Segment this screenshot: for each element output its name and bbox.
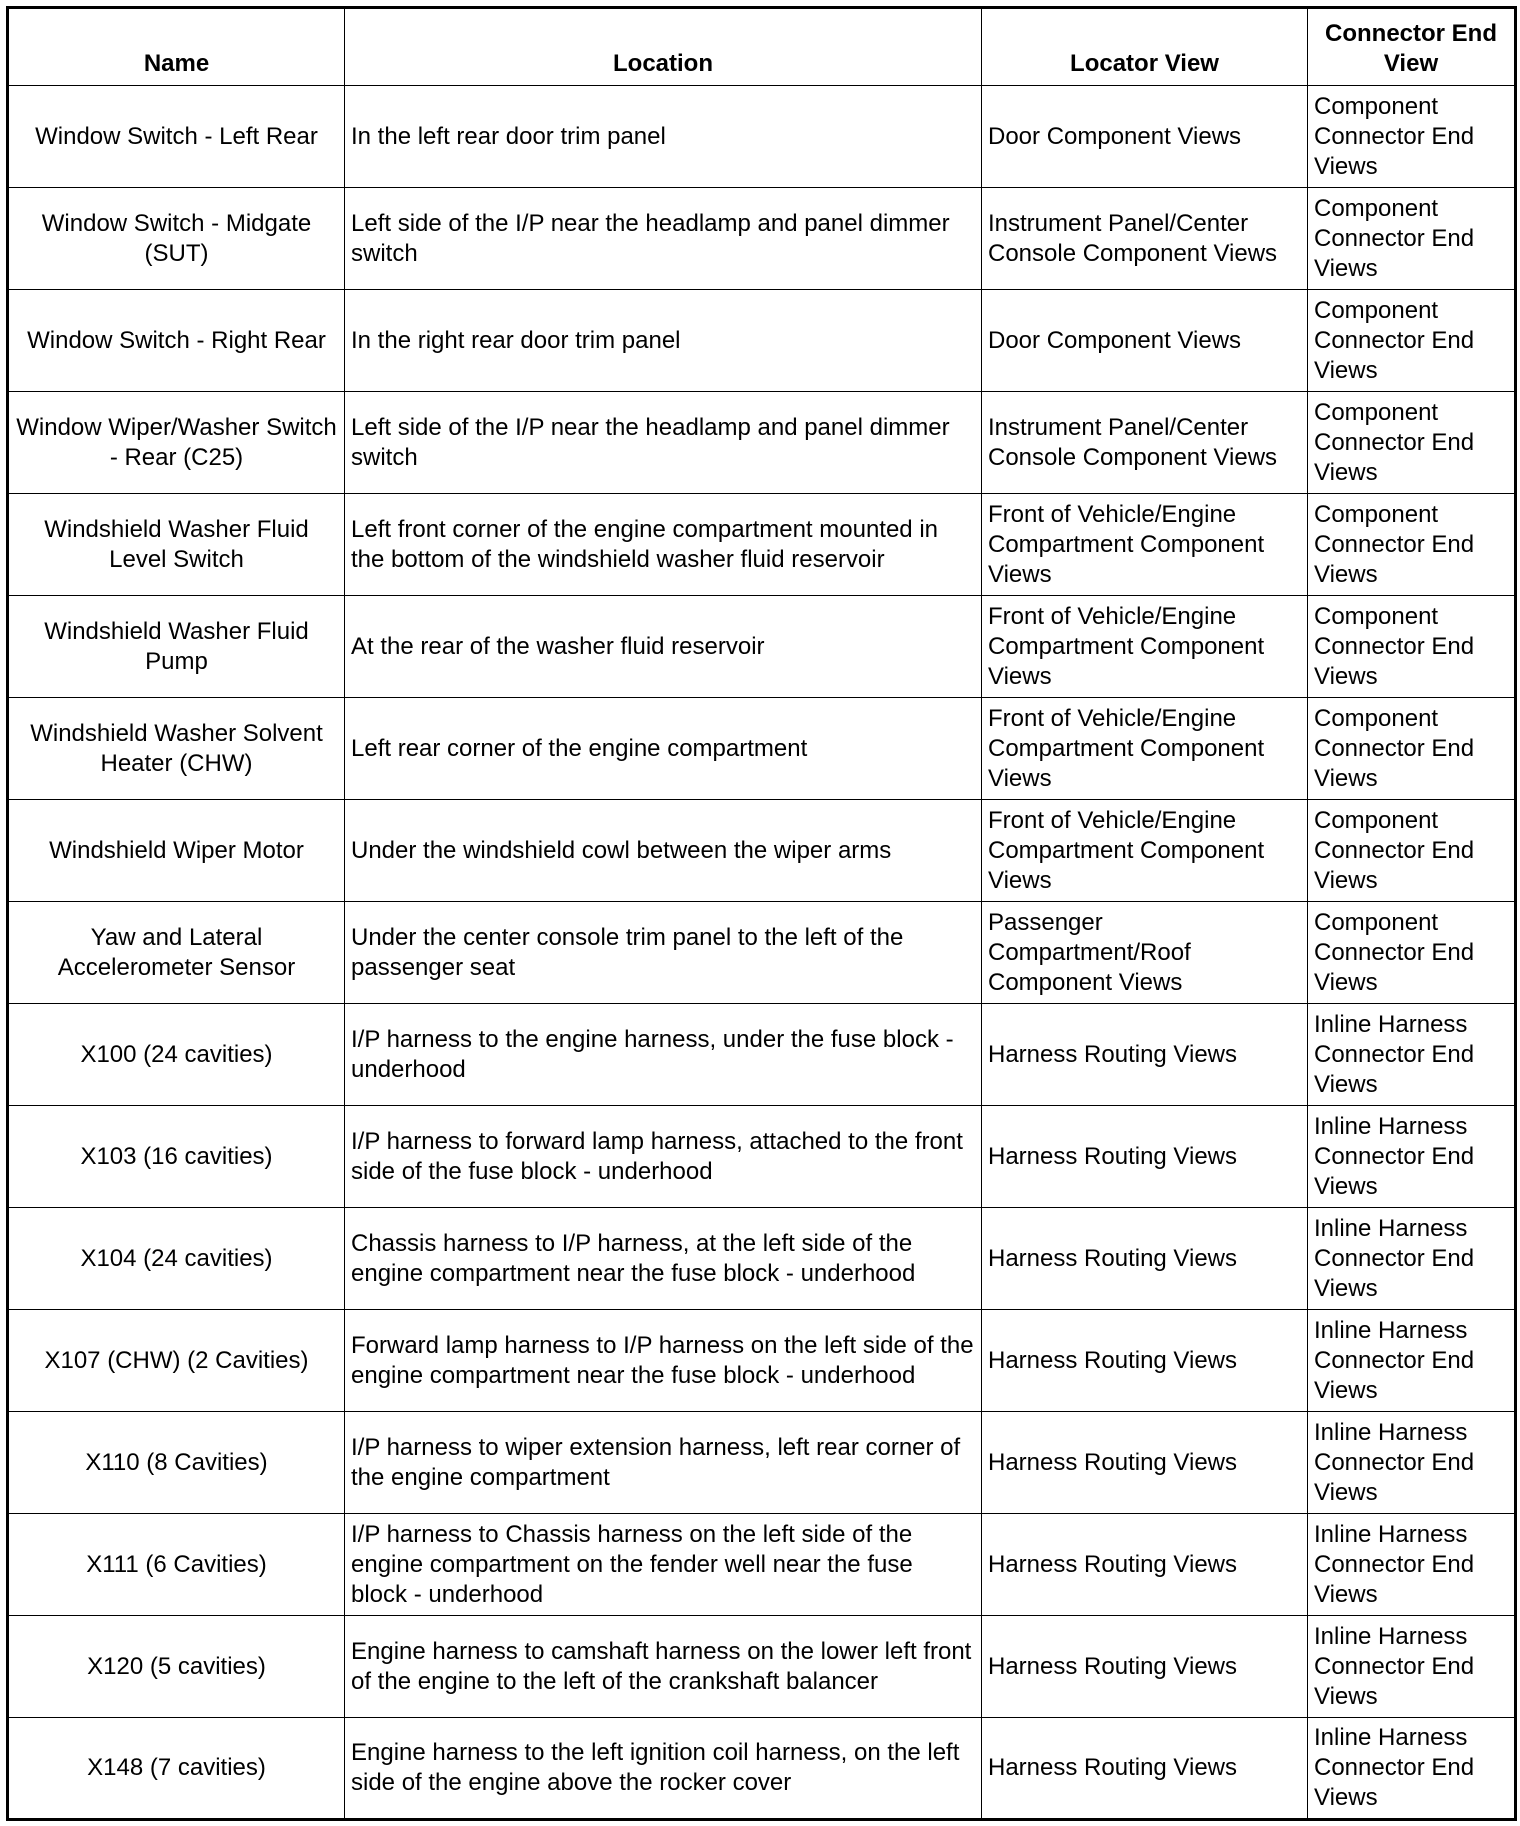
cell-location: Left side of the I/P near the headlamp and panel dimmer switch: [345, 392, 982, 494]
cell-location: Left side of the I/P near the headlamp and panel dimmer switch: [345, 188, 982, 290]
cell-connector-end-view: Inline Harness Connector End Views: [1308, 1514, 1516, 1616]
cell-location: I/P harness to forward lamp harness, attached to the front side of the fuse block - underhood: [345, 1106, 982, 1208]
table-row: [8, 1514, 1516, 1616]
table-row: [8, 494, 1516, 596]
table-row: [8, 1208, 1516, 1310]
cell-locator-view: Harness Routing Views: [982, 1412, 1308, 1514]
cell-location: At the rear of the washer fluid reservoir: [345, 596, 982, 698]
cell-connector-end-view: Inline Harness Connector End Views: [1308, 1106, 1516, 1208]
cell-location: Left front corner of the engine compartment mounted in the bottom of the windshield washer fluid reservoir: [345, 494, 982, 596]
cell-locator-view: Harness Routing Views: [982, 1208, 1308, 1310]
cell-locator-view: Instrument Panel/Center Console Component Views: [982, 188, 1308, 290]
cell-connector-end-view: Inline Harness Connector End Views: [1308, 1208, 1516, 1310]
cell-locator-view: Harness Routing Views: [982, 1718, 1308, 1820]
cell-location: I/P harness to Chassis harness on the left side of the engine compartment on the fender well near the fuse block - underhood: [345, 1514, 982, 1616]
cell-locator-view: Harness Routing Views: [982, 1514, 1308, 1616]
cell-connector-end-view: Inline Harness Connector End Views: [1308, 1310, 1516, 1412]
cell-name: X103 (16 cavities): [8, 1106, 345, 1208]
table-header: [8, 8, 1516, 86]
table-row: [8, 1412, 1516, 1514]
cell-connector-end-view: Component Connector End Views: [1308, 392, 1516, 494]
cell-location: In the right rear door trim panel: [345, 290, 982, 392]
cell-name: Windshield Washer Fluid Pump: [8, 596, 345, 698]
table-row: [8, 1106, 1516, 1208]
table-row: [8, 188, 1516, 290]
cell-name: X107 (CHW) (2 Cavities): [8, 1310, 345, 1412]
table-body: [8, 86, 1516, 1820]
cell-name: X120 (5 cavities): [8, 1616, 345, 1718]
cell-location: Engine harness to the left ignition coil harness, on the left side of the engine above the rocker cover: [345, 1718, 982, 1820]
table-row: [8, 1310, 1516, 1412]
cell-connector-end-view: Component Connector End Views: [1308, 800, 1516, 902]
cell-location: Forward lamp harness to I/P harness on the left side of the engine compartment near the fuse block - underhood: [345, 1310, 982, 1412]
cell-name: Window Wiper/Washer Switch - Rear (C25): [8, 392, 345, 494]
cell-connector-end-view: Component Connector End Views: [1308, 902, 1516, 1004]
table-row: [8, 596, 1516, 698]
component-locator-table: [6, 6, 1517, 1821]
column-header-connector-end-view: Connector End View: [1308, 8, 1516, 86]
cell-connector-end-view: Component Connector End Views: [1308, 596, 1516, 698]
cell-locator-view: Passenger Compartment/Roof Component Views: [982, 902, 1308, 1004]
cell-locator-view: Door Component Views: [982, 86, 1308, 188]
cell-name: X148 (7 cavities): [8, 1718, 345, 1820]
cell-connector-end-view: Component Connector End Views: [1308, 188, 1516, 290]
header-row: [8, 8, 1516, 86]
cell-location: Left rear corner of the engine compartment: [345, 698, 982, 800]
cell-location: Under the center console trim panel to the left of the passenger seat: [345, 902, 982, 1004]
cell-location: I/P harness to the engine harness, under the fuse block - underhood: [345, 1004, 982, 1106]
cell-connector-end-view: Inline Harness Connector End Views: [1308, 1412, 1516, 1514]
table-row: [8, 392, 1516, 494]
cell-location: Chassis harness to I/P harness, at the left side of the engine compartment near the fuse block - underhood: [345, 1208, 982, 1310]
cell-location: Under the windshield cowl between the wiper arms: [345, 800, 982, 902]
cell-connector-end-view: Component Connector End Views: [1308, 290, 1516, 392]
component-locator-table-wrapper: [6, 6, 1514, 1818]
cell-location: In the left rear door trim panel: [345, 86, 982, 188]
column-header-locator-view: Locator View: [982, 8, 1308, 86]
cell-locator-view: Harness Routing Views: [982, 1106, 1308, 1208]
table-row: [8, 86, 1516, 188]
cell-locator-view: Instrument Panel/Center Console Component Views: [982, 392, 1308, 494]
cell-locator-view: Harness Routing Views: [982, 1310, 1308, 1412]
cell-name: X110 (8 Cavities): [8, 1412, 345, 1514]
cell-connector-end-view: Component Connector End Views: [1308, 86, 1516, 188]
cell-connector-end-view: Inline Harness Connector End Views: [1308, 1718, 1516, 1820]
cell-name: Window Switch - Midgate (SUT): [8, 188, 345, 290]
cell-name: Windshield Washer Solvent Heater (CHW): [8, 698, 345, 800]
table-row: [8, 800, 1516, 902]
cell-connector-end-view: Component Connector End Views: [1308, 698, 1516, 800]
cell-connector-end-view: Inline Harness Connector End Views: [1308, 1616, 1516, 1718]
column-header-name: Name: [8, 8, 345, 86]
cell-location: I/P harness to wiper extension harness, left rear corner of the engine compartment: [345, 1412, 982, 1514]
table-row: [8, 698, 1516, 800]
cell-locator-view: Front of Vehicle/Engine Compartment Component Views: [982, 800, 1308, 902]
cell-locator-view: Front of Vehicle/Engine Compartment Component Views: [982, 698, 1308, 800]
cell-name: Windshield Washer Fluid Level Switch: [8, 494, 345, 596]
cell-locator-view: Front of Vehicle/Engine Compartment Component Views: [982, 494, 1308, 596]
cell-locator-view: Door Component Views: [982, 290, 1308, 392]
cell-name: X111 (6 Cavities): [8, 1514, 345, 1616]
cell-name: Yaw and Lateral Accelerometer Sensor: [8, 902, 345, 1004]
cell-name: Windshield Wiper Motor: [8, 800, 345, 902]
cell-connector-end-view: Component Connector End Views: [1308, 494, 1516, 596]
table-row: [8, 902, 1516, 1004]
table-row: [8, 1004, 1516, 1106]
cell-name: Window Switch - Right Rear: [8, 290, 345, 392]
cell-locator-view: Harness Routing Views: [982, 1004, 1308, 1106]
cell-connector-end-view: Inline Harness Connector End Views: [1308, 1004, 1516, 1106]
cell-location: Engine harness to camshaft harness on the lower left front of the engine to the left of the crankshaft balancer: [345, 1616, 982, 1718]
table-row: [8, 1616, 1516, 1718]
column-header-location: Location: [345, 8, 982, 86]
cell-locator-view: Harness Routing Views: [982, 1616, 1308, 1718]
cell-locator-view: Front of Vehicle/Engine Compartment Component Views: [982, 596, 1308, 698]
table-row: [8, 290, 1516, 392]
cell-name: X104 (24 cavities): [8, 1208, 345, 1310]
cell-name: X100 (24 cavities): [8, 1004, 345, 1106]
cell-name: Window Switch - Left Rear: [8, 86, 345, 188]
table-row: [8, 1718, 1516, 1820]
